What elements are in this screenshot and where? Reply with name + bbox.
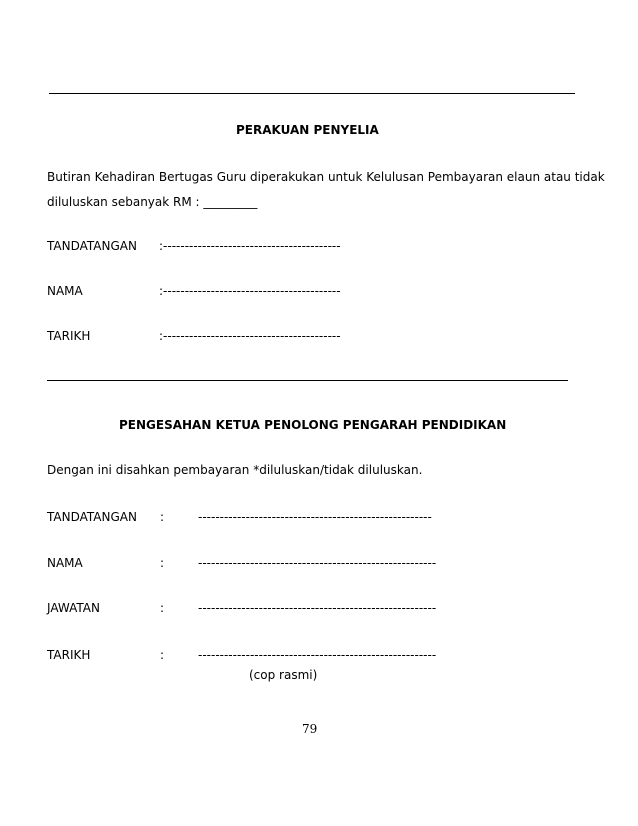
stamp-note: (cop rasmi) xyxy=(249,668,318,682)
top-divider xyxy=(49,93,575,94)
section1-paragraph-line2: diluluskan sebanyak RM : _________ xyxy=(47,195,258,209)
section2-colon-tarikh: : xyxy=(160,648,165,662)
section2-label-nama: NAMA xyxy=(47,556,83,570)
section2-label-tarikh: TARIKH xyxy=(47,648,91,662)
section1-value-tarikh: :----------------------------------------- xyxy=(159,329,341,343)
section1-value-tandatangan: :----------------------------------------- xyxy=(159,239,341,253)
section2-value-nama: ------------------------------------------------------- xyxy=(198,556,437,570)
section2-value-tandatangan: ------------------------------------------------------ xyxy=(198,510,432,524)
section1-title: PERAKUAN PENYELIA xyxy=(236,123,379,137)
section2-label-jawatan: JAWATAN xyxy=(47,601,100,615)
section2-value-jawatan: ------------------------------------------------------- xyxy=(198,601,437,615)
section2-colon-jawatan: : xyxy=(160,601,165,615)
section1-label-nama: NAMA xyxy=(47,284,83,298)
section2-label-tandatangan: TANDATANGAN xyxy=(47,510,137,524)
section2-colon-nama: : xyxy=(160,556,165,570)
middle-divider xyxy=(47,380,568,381)
section1-label-tarikh: TARIKH xyxy=(47,329,91,343)
section1-value-nama: :----------------------------------------- xyxy=(159,284,341,298)
section2-colon-tandatangan: : xyxy=(160,510,165,524)
section1-paragraph-line1: Butiran Kehadiran Bertugas Guru diperakukan untuk Kelulusan Pembayaran elaun atau tidak xyxy=(47,170,605,184)
section2-value-tarikh: ------------------------------------------------------- xyxy=(198,648,437,662)
section2-paragraph: Dengan ini disahkan pembayaran *diluluskan/tidak diluluskan. xyxy=(47,463,423,477)
section1-label-tandatangan: TANDATANGAN xyxy=(47,239,137,253)
page-number: 79 xyxy=(302,722,318,736)
section2-title: PENGESAHAN KETUA PENOLONG PENGARAH PENDIDIKAN xyxy=(119,418,507,432)
